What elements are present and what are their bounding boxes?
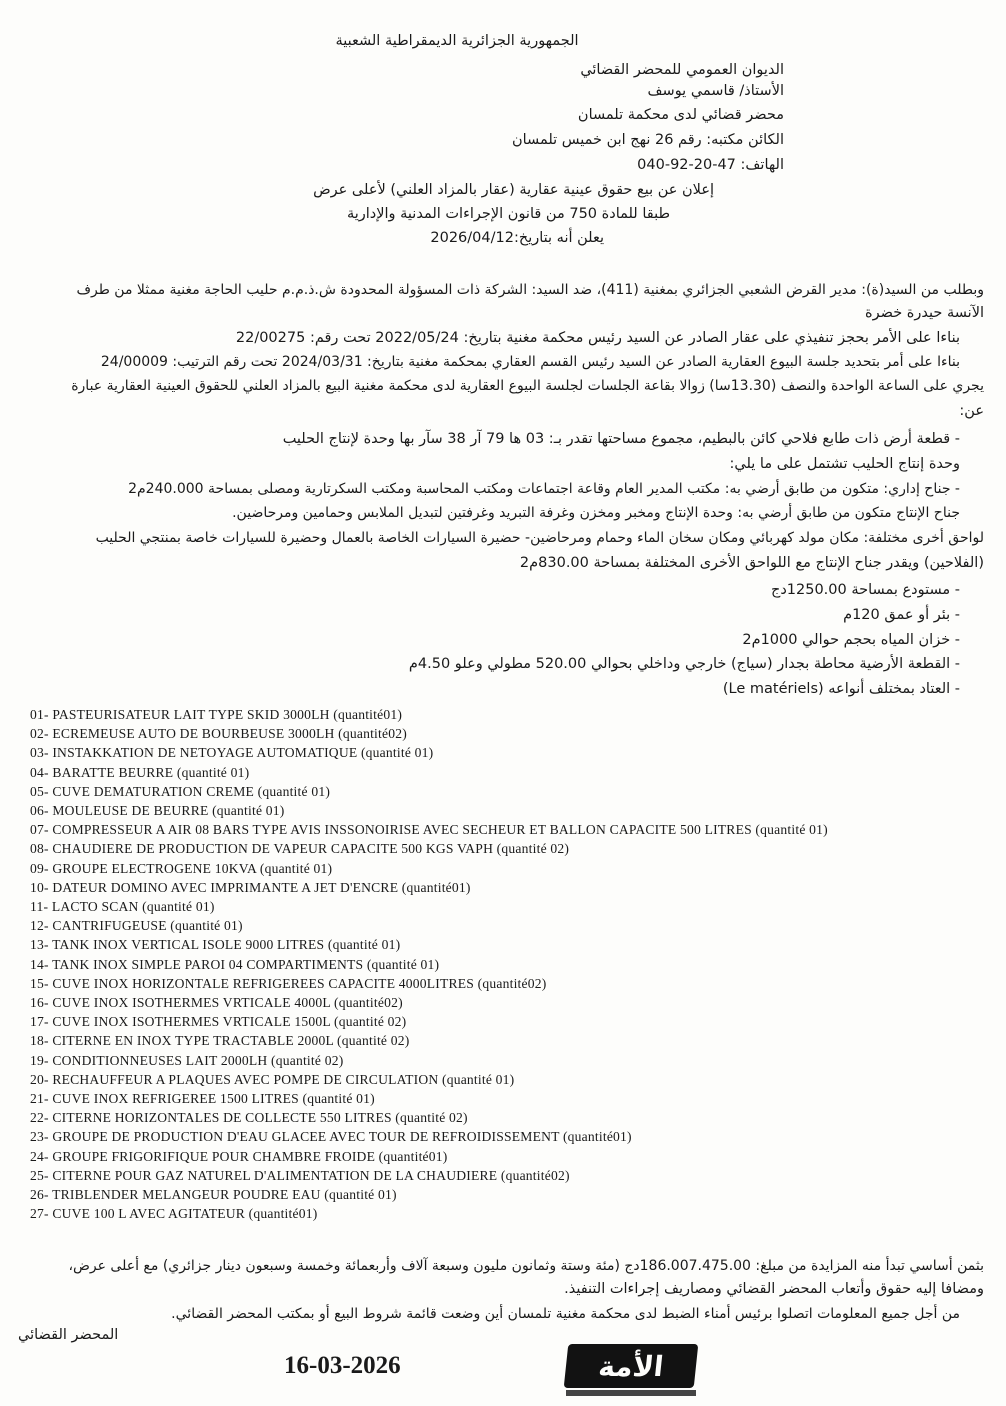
equipment-item: 12- CANTRIFUGEUSE (quantité 01) (30, 918, 243, 934)
equipment-item: 08- CHAUDIERE DE PRODUCTION DE VAPEUR CAPACITE 500 KGS VAPH (quantité 02) (30, 841, 570, 857)
equipment-item: 22- CITERNE HORIZONTALES DE COLLECTE 550 LITRES (quantité 02) (30, 1110, 468, 1126)
wall-item: - القطعة الأرضية محاطة بجدار (سياج) خارجي وداخلي بحوالي 520.00 مطولي وعلو 4.50م (408, 656, 960, 672)
announcement-legal-basis: طبقا للمادة 750 من قانون الإجراءات المدنية والإدارية (346, 206, 670, 222)
sale-time-paragraph: يجري على الساعة الواحدة والنصف (13.30سا) زوالا بقاعة الجلسات لجلسة البيوع العقارية لدى محكمة مغنية البيع بالمزاد العلني للحقوق العينية العقارية عبارة (71, 378, 984, 394)
address-line: الكائن مكتبه: رقم 26 نهج ابن خميس تلمسان (511, 132, 784, 148)
announcement-date: يعلن أنه بتاريخ:2026/04/12 (430, 230, 604, 246)
bailiff-name: الأستاذ/ قاسمي يوسف (647, 83, 784, 99)
hearing-order-paragraph: بناءا على أمر بتحديد جلسة البيوع العقارية الصادر عن السيد رئيس القسم العقاري بمحكمة مغنية بتاريخ: 2024/03/31 تحت رقم الترتيب: 24/00009 (100, 354, 960, 370)
newspaper-logo-text: الأمة (596, 1349, 666, 1383)
court-line: محضر قضائي لدى محكمة تلمسان (577, 107, 784, 123)
equipment-item: 01- PASTEURISATEUR LAIT TYPE SKID 3000LH (quantité01) (30, 707, 403, 722)
publication-date: 16-03-2026 (284, 1352, 401, 1379)
signature-label: المحضر القضائي (18, 1327, 119, 1343)
land-item: - قطعة أرض ذات طابع فلاحي كائن بالبطيم، مجموع مساحتها تقدر بـ: 03 ها 79 آر 38 سآر بها وحدة لإنتاج الحليب (282, 431, 960, 447)
equipment-item: 24- GROUPE FRIGORIFIQUE POUR CHAMBRE FROIDE (quantité01) (30, 1148, 448, 1164)
request-paragraph: وبطلب من السيد(ة): مدير القرض الشعبي الجزائري بمغنية (411)، ضد السيد: الشركة ذات المسؤولة المحدودة ش.ذ.م.م حليب الحاجة مغنية ممثلا من طرف (76, 282, 984, 298)
equipment-item: 03- INSTAKKATION DE NETOYAGE AUTOMATIQUE (quantité 01) (30, 745, 434, 761)
equipment-item: 17- CUVE INOX ISOTHERMES VRTICALE 1500L (quantité 02) (30, 1014, 407, 1030)
equipment-item: 07- COMPRESSEUR A AIR 08 BARS TYPE AVIS INSSONOIRISE AVEC SECHEUR ET BALLON CAPACITE 500 LITRES (quantité 01) (30, 822, 828, 838)
equipment-item: 04- BARATTE BEURRE (quantité 01) (30, 764, 250, 780)
seizure-order-paragraph: بناءا على الأمر بحجز تنفيذي على عقار الصادر عن السيد رئيس محكمة مغنية بتاريخ: 2022/05/24 تحت رقم: 22/00275 (235, 330, 960, 346)
phone-line: الهاتف: 47-20-92-040 (637, 157, 784, 173)
admin-wing-item: - جناح إداري: متكون من طابق أرضي به: مكتب المدير العام وقاعة اجتماعات ومكتب المحاسبة ومكتب السكرتارية ومصلى بمساحة 240.000م2 (128, 481, 960, 497)
equipment-item: 18- CITERNE EN INOX TYPE TRACTABLE 2000L (quantité 02) (30, 1033, 410, 1049)
warehouse-item: - مستودع بمساحة 1250.00دج (770, 582, 960, 598)
announcement-title: إعلان عن بيع حقوق عينية عقارية (عقار بالمزاد العلني) لأعلى عرض (313, 182, 714, 198)
equipment-item: 16- CUVE INOX ISOTHERMES VRTICALE 4000L (quantité02) (30, 995, 403, 1010)
base-price-paragraph-cont: ومضافا إليه حقوق وأتعاب المحضر القضائي ومصاريف إجراءات التنفيذ. (564, 1281, 984, 1297)
water-tank-item: - خزان المياه بحجم حوالي 1000م2 (742, 632, 960, 648)
equipment-item: 06- MOULEUSE DE BEURRE (quantité 01) (30, 803, 285, 818)
equipment-item: 27- CUVE 100 L AVEC AGITATEUR (quantité01) (30, 1206, 318, 1222)
sale-time-paragraph-cont: عن: (959, 403, 984, 419)
equipment-item: 10- DATEUR DOMINO AVEC IMPRIMANTE A JET D'ENCRE (quantité01) (30, 879, 471, 895)
equipment-heading: - العتاد بمختلف أنواعه (Le matériels) (722, 681, 960, 697)
equipment-item: 14- TANK INOX SIMPLE PAROI 04 COMPARTIMENTS (quantité 01) (30, 956, 440, 972)
equipment-item: 02- ECREMEUSE AUTO DE BOURBEUSE 3000LH (quantité02) (30, 726, 407, 742)
well-item: - بئر أو عمق 120م (843, 607, 960, 623)
equipment-item: 21- CUVE INOX REFRIGEREE 1500 LITRES (quantité 01) (30, 1091, 375, 1106)
office-name: الديوان العمومي للمحضر القضائي (580, 62, 784, 78)
equipment-item: 19- CONDITIONNEUSES LAIT 2000LH (quantité 02) (30, 1052, 344, 1068)
equipment-item: 20- RECHAUFFEUR A PLAQUES AVEC POMPE DE CIRCULATION (quantité 01) (30, 1071, 515, 1087)
equipment-item: 23- GROUPE DE PRODUCTION D'EAU GLACEE AVEC TOUR DE REFROIDISSEMENT (quantité01) (30, 1129, 632, 1145)
equipment-item: 15- CUVE INOX HORIZONTALE REFRIGEREES CAPACITE 4000LITRES (quantité02) (30, 975, 547, 991)
republic-heading: الجمهورية الجزائرية الديمقراطية الشعبية (335, 33, 579, 49)
newspaper-logo-underline (566, 1390, 696, 1396)
equipment-item: 13- TANK INOX VERTICAL ISOLE 9000 LITRES (quantité 01) (30, 937, 401, 953)
equipment-item: 25- CITERNE POUR GAZ NATUREL D'ALIMENTATION DE LA CHAUDIERE (quantité02) (30, 1167, 570, 1183)
equipment-item: 11- LACTO SCAN (quantité 01) (30, 899, 215, 914)
base-price-paragraph: بثمن أساسي تبدأ منه المزايدة من مبلغ: 186.007.475.00دج (مئة وستة وثمانون مليون وسبعة آلاف وأربعمائة وخمسة وسبعون دينار جزائري) مع أعلى عرض، (68, 1258, 984, 1274)
annexes-item-cont: (الفلاحين) ويقدر جناح الإنتاج مع اللواحق الأخرى المختلفة بمساحة 830.00م2 (519, 555, 984, 571)
newspaper-logo (564, 1344, 699, 1388)
milk-unit-heading: وحدة إنتاج الحليب تشتمل على ما يلي: (729, 456, 960, 472)
request-paragraph-cont: الآنسة حيدرة خضرة (865, 305, 984, 321)
equipment-item: 26- TRIBLENDER MELANGEUR POUDRE EAU (quantité 01) (30, 1187, 397, 1202)
equipment-item: 09- GROUPE ELECTROGENE 10KVA (quantité 01) (30, 860, 333, 876)
equipment-item: 05- CUVE DEMATURATION CREME (quantité 01) (30, 783, 331, 799)
information-paragraph: من أجل جميع المعلومات اتصلوا برئيس أمناء الضبط لدى محكمة مغنية تلمسان أين وضعت قائمة شروط البيع أو بمكتب المحضر القضائي. (171, 1306, 960, 1322)
annexes-item: لواحق أخرى مختلفة: مكان مولد كهربائي ومكان سخان الماء وحمام ومرحاضين- حضيرة السيارات الخاصة بالعمال وحضيرة للسيارات خاصة بمنتجي الحليب (95, 530, 984, 546)
production-wing-item: جناح الإنتاج متكون من طابق أرضي به: وحدة الإنتاج ومخبر ومخزن وغرفة التبريد وغرفتين لتبديل الملابس وحمامين ومرحاضين. (232, 505, 960, 521)
